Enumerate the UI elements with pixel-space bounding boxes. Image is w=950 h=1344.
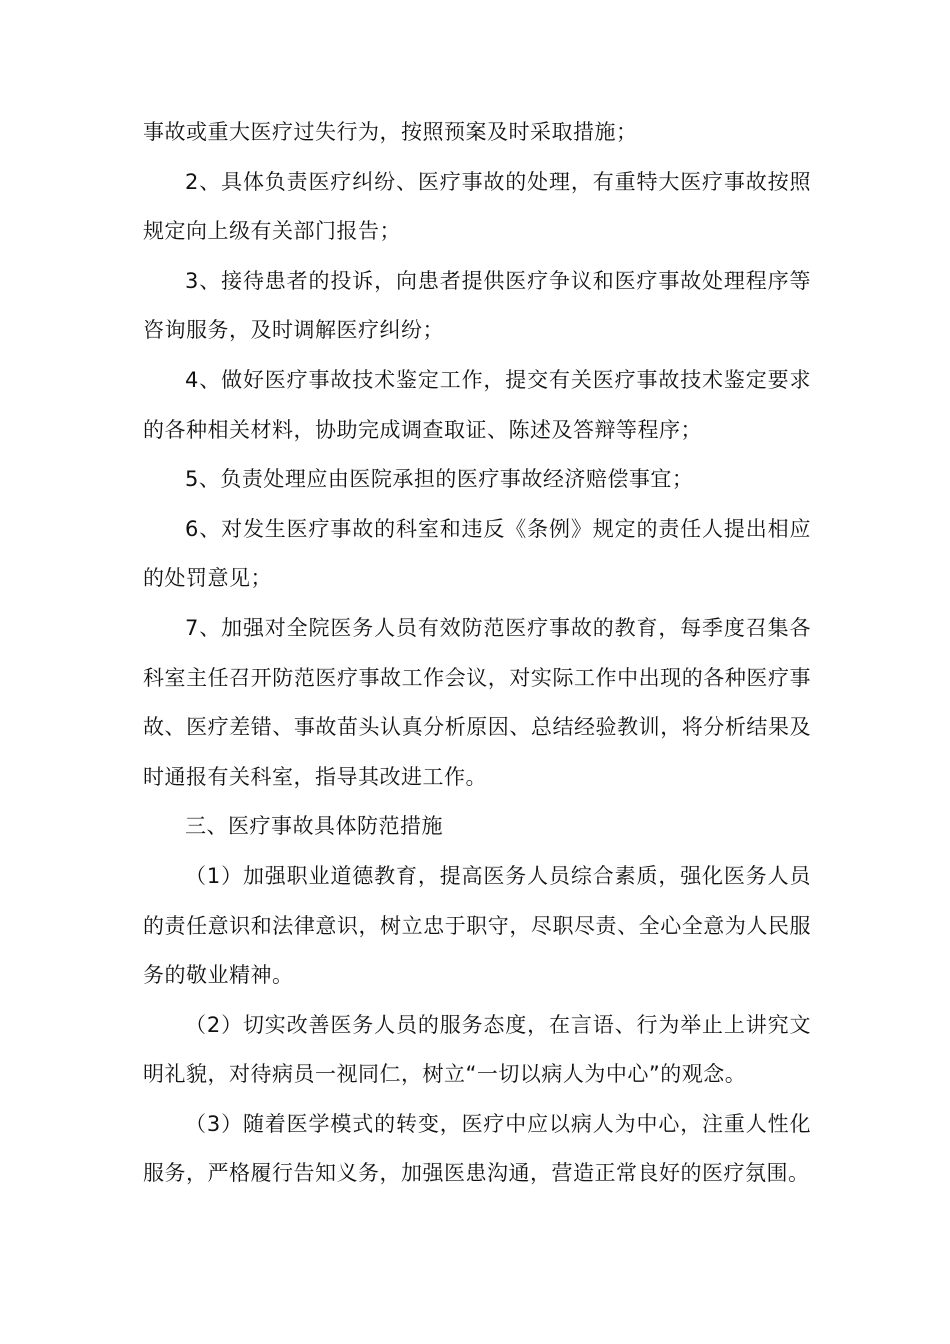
paragraph-item-3: 3、接待患者的投诉，向患者提供医疗争议和医疗事故处理程序等咨询服务，及时调解医疗纠纷；: [143, 268, 811, 343]
paragraph-item-7: 7、加强对全院医务人员有效防范医疗事故的教育，每季度召集各科室主任召开防范医疗事故工作会议，对实际工作中出现的各种医疗事故、医疗差错、事故苗头认真分析原因、总结经验教训，将分析结果及时通报有关科室，指导其改进工作。: [143, 615, 811, 789]
paragraph-item-2: 2、具体负责医疗纠纷、医疗事故的处理，有重特大医疗事故按照规定向上级有关部门报告；: [143, 169, 811, 244]
paragraph-item-5: 5、负责处理应由医院承担的医疗事故经济赔偿事宜；: [185, 467, 694, 492]
paragraph-measure-2: （2）切实改善医务人员的服务态度，在言语、行为举止上讲究文明礼貌，对待病员一视同仁，树立“一切以病人为中心”的观念。: [143, 1012, 811, 1087]
paragraph-item-4: 4、做好医疗事故技术鉴定工作，提交有关医疗事故技术鉴定要求的各种相关材料，协助完成调查取证、陈述及答辩等程序；: [143, 367, 811, 442]
paragraph-item-6: 6、对发生医疗事故的科室和违反《条例》规定的责任人提出相应的处罚意见；: [143, 516, 811, 591]
section-heading-3: 三、医疗事故具体防范措施: [185, 814, 443, 839]
paragraph-continuation: 事故或重大医疗过失行为，按照预案及时采取措施；: [143, 120, 638, 144]
document-body: [143, 108, 811, 1199]
paragraph-measure-1: （1）加强职业道德教育，提高医务人员综合素质，强化医务人员的责任意识和法律意识，树立忠于职守，尽职尽责、全心全意为人民服务的敬业精神。: [143, 863, 811, 988]
paragraph-measure-3: （3）随着医学模式的转变，医疗中应以病人为中心，注重人性化服务，严格履行告知义务，加强医患沟通，营造正常良好的医疗氛围。: [143, 1111, 811, 1186]
